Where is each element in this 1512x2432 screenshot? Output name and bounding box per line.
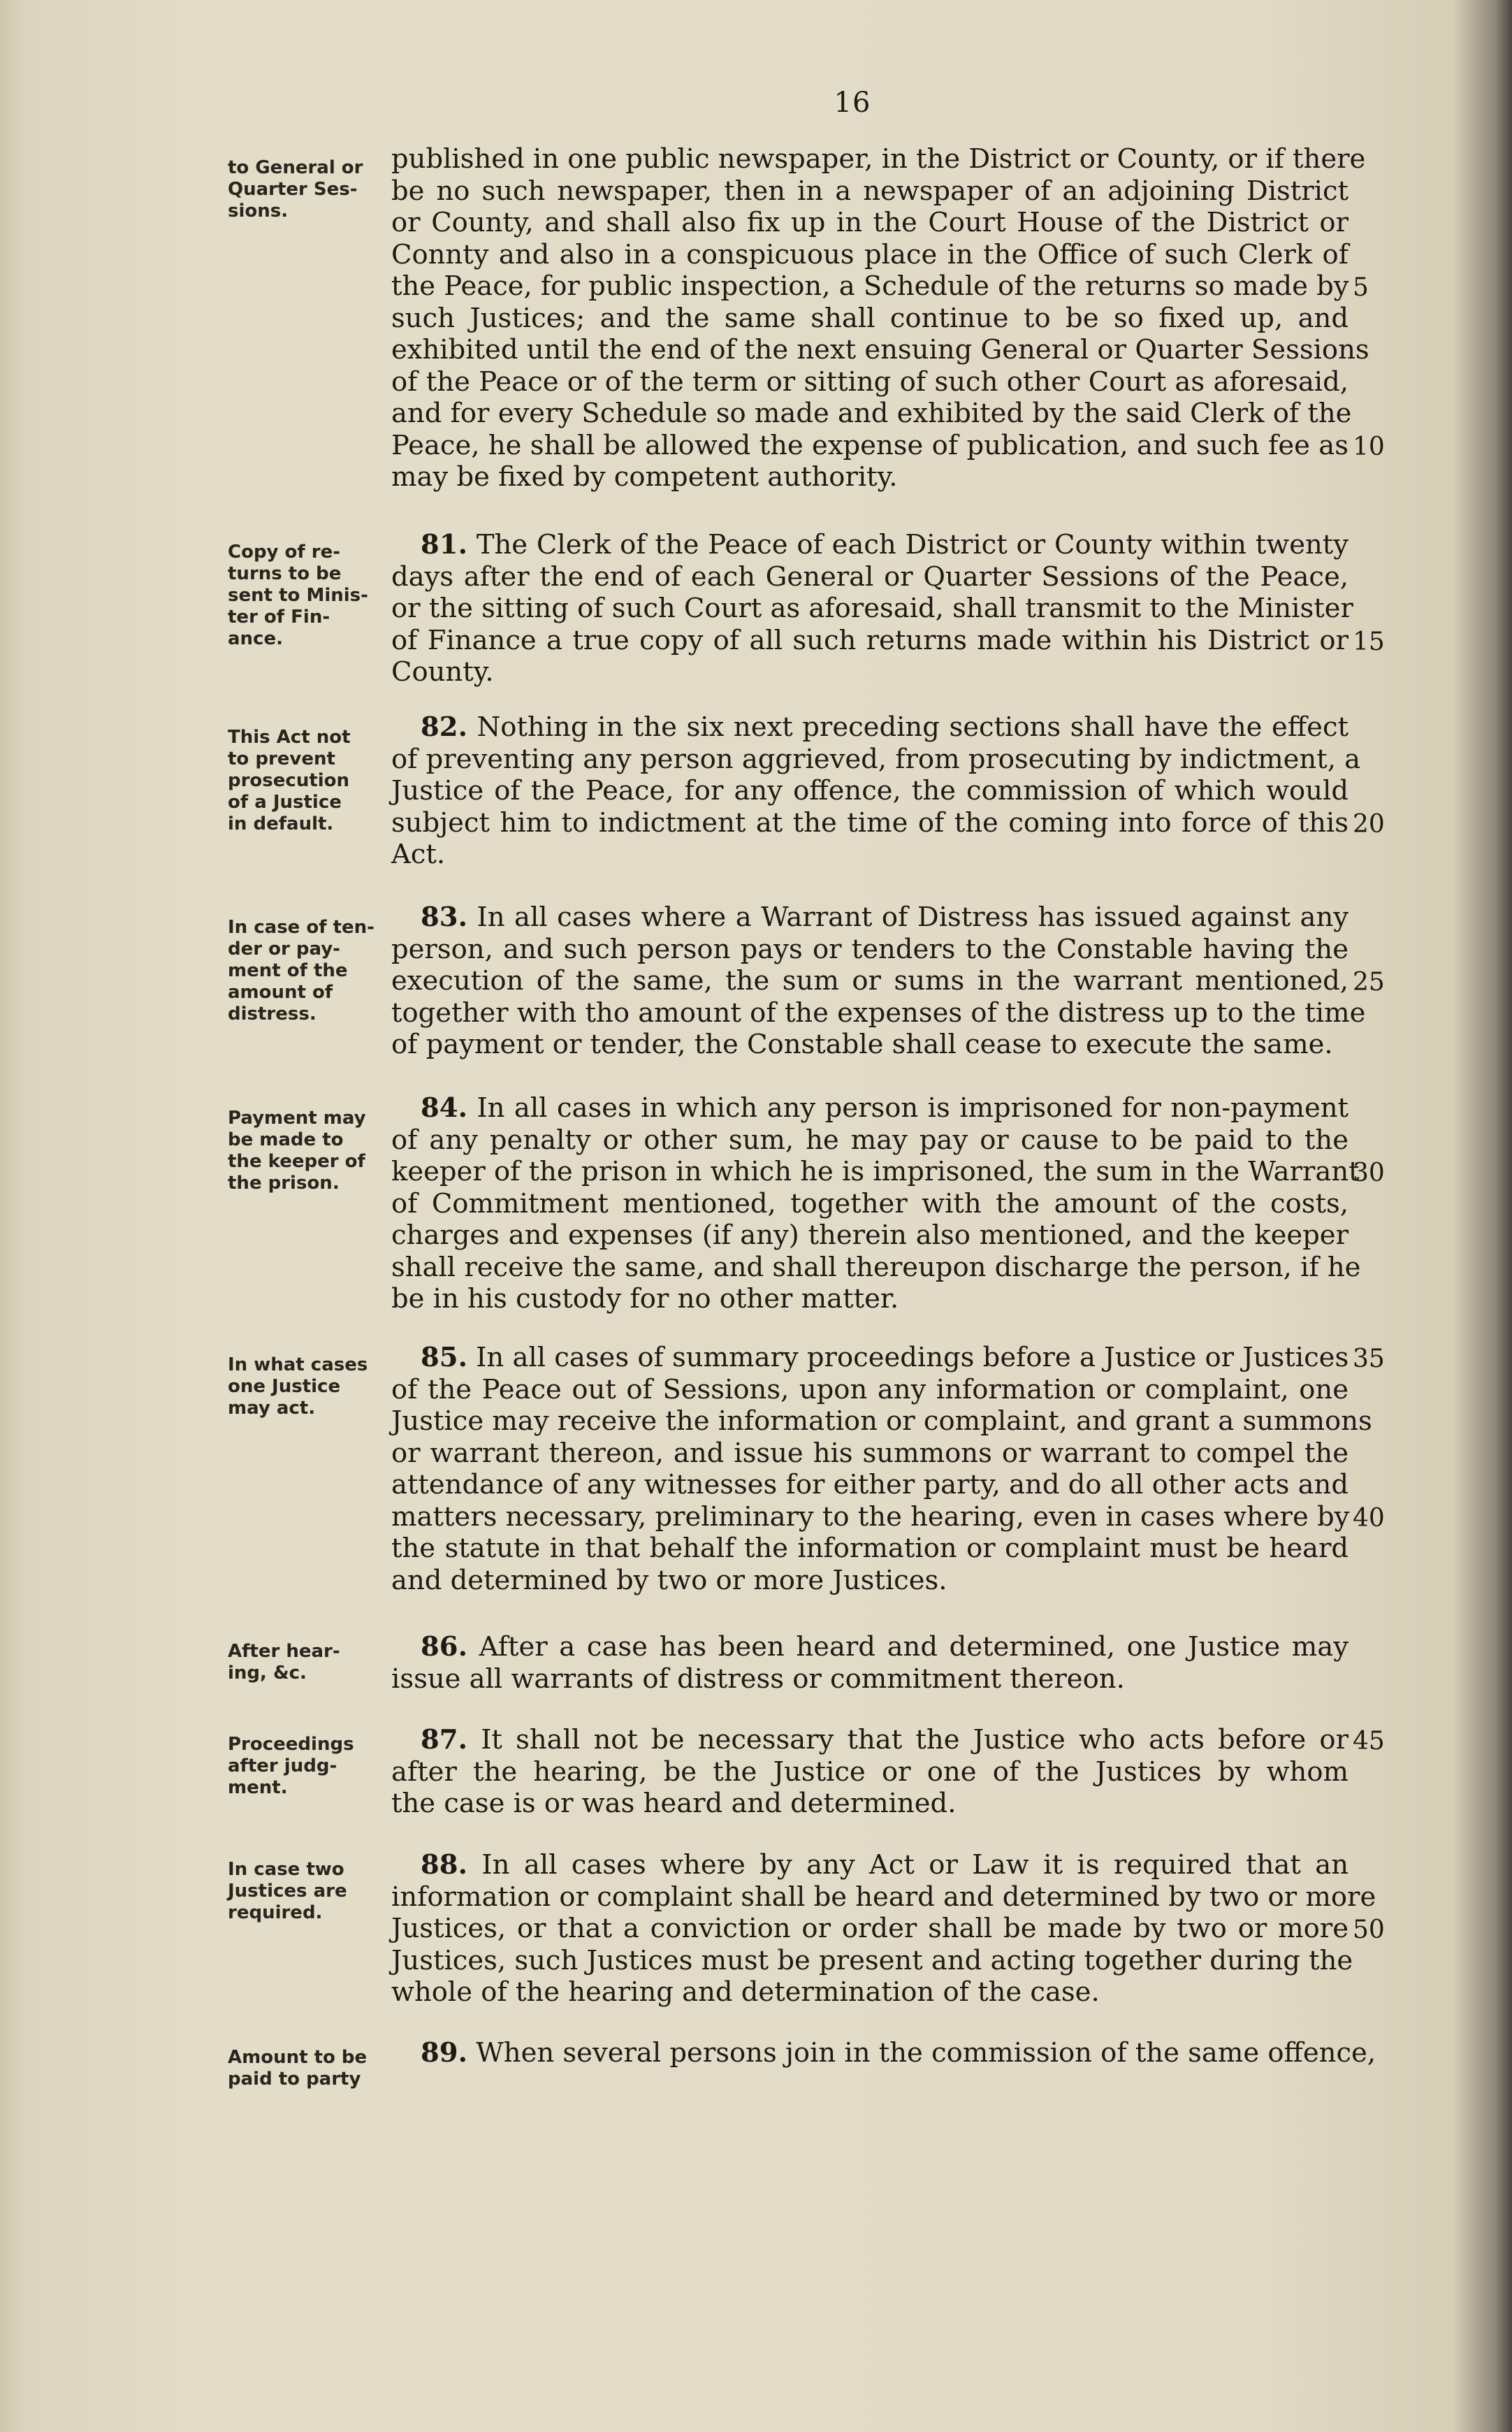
text-line: Justices, or that a conviction or order shall be made by two or more	[391, 1913, 1349, 1944]
text-line: County.	[391, 656, 494, 688]
text-line: or the sitting of such Court as aforesaid, shall transmit to the Minister	[391, 593, 1353, 624]
text-line: the statute in that behalf the information or complaint must be heard	[391, 1533, 1349, 1564]
margin-line-number: 10	[1353, 432, 1385, 461]
text-line: 83. In all cases where a Warrant of Distress has issued against any	[421, 902, 1349, 933]
text-line: exhibited until the end of the next ensuing General or Quarter Sessions	[391, 334, 1369, 365]
section-number: 87.	[421, 1724, 467, 1756]
section-number: 84.	[421, 1092, 467, 1124]
text-line: attendance of any witnesses for either party, and do all other acts and	[391, 1469, 1349, 1500]
margin-line-number: 30	[1353, 1159, 1385, 1187]
margin-note: Payment may be made to the keeper of the prison.	[228, 1108, 366, 1194]
text-line: or County, and shall also fix up in the Court House of the District or	[391, 207, 1349, 238]
text-line: Connty and also in a conspicuous place in the Office of such Clerk of	[391, 238, 1349, 270]
margin-note: Amount to be paid to party	[228, 2047, 368, 2090]
text-line: the Peace, for public inspection, a Schedule of the returns so made by	[391, 270, 1349, 302]
text-line: Justice of the Peace, for any offence, the commission of which would	[391, 775, 1349, 806]
text-line: information or complaint shall be heard and determined by two or more	[391, 1881, 1376, 1913]
margin-line-number: 40	[1353, 1503, 1385, 1533]
text-line: the case is or was heard and determined.	[391, 1788, 957, 1819]
text-line: 87. It shall not be necessary that the Justice who acts before or	[421, 1724, 1349, 1756]
section-body	[391, 1092, 1361, 1315]
text-line: execution of the same, the sum or sums in the warrant mentioned,	[391, 965, 1349, 997]
section-number: 83.	[421, 902, 467, 933]
section-body	[391, 2037, 1376, 2069]
text-line: and for every Schedule so made and exhibited by the said Clerk of the	[391, 398, 1352, 429]
text-line: whole of the hearing and determination of the case.	[391, 1976, 1100, 2008]
text-line: issue all warrants of distress or commitment thereon.	[391, 1663, 1125, 1695]
margin-note: to General or Quarter Ses- sions.	[228, 157, 363, 222]
text-line: of Commitment mentioned, together with the amount of the costs,	[391, 1187, 1349, 1219]
text-line: person, and such person pays or tenders to the Constable having the	[391, 933, 1349, 965]
section-body	[391, 711, 1361, 871]
text-line: of the Peace out of Sessions, upon any information or complaint, one	[391, 1373, 1349, 1405]
margin-line-number: 20	[1353, 809, 1385, 839]
section-body	[391, 902, 1366, 1061]
text-line: of the Peace or of the term or sitting of such other Court as aforesaid,	[391, 365, 1349, 398]
section-number: 81.	[421, 529, 467, 560]
text-line: 81. The Clerk of the Peace of each District or County within twenty	[421, 529, 1349, 560]
text-line: Peace, he shall be allowed the expense of publication, and such fee as	[391, 429, 1349, 461]
text-line: 88. In all cases where by any Act or Law it is required that an	[421, 1849, 1349, 1881]
text-line: be no such newspaper, then in a newspaper of an adjoining District	[391, 175, 1349, 207]
margin-note: Copy of re- turns to be sent to Minis- ter of Fin- ance.	[228, 542, 368, 649]
section-number: 88.	[421, 1849, 467, 1881]
text-line: days after the end of each General or Quarter Sessions of the Peace,	[391, 560, 1349, 593]
margin-note: In case two Justices are required.	[228, 1859, 347, 1923]
margin-note: Proceedings after judg- ment.	[228, 1734, 354, 1798]
section-number: 89.	[421, 2037, 467, 2069]
section-number: 82.	[421, 711, 467, 743]
margin-line-number: 25	[1353, 968, 1385, 997]
margin-note: This Act not to prevent prosecution of a Justice in default.	[228, 727, 351, 834]
text-line: and determined by two or more Justices.	[391, 1564, 947, 1596]
text-line: charges and expenses (if any) therein also mentioned, and the keeper	[391, 1219, 1349, 1251]
section-body	[391, 1724, 1349, 1820]
text-line: such Justices; and the same shall continue to be so fixed up, and	[391, 302, 1349, 334]
text-line: published in one public newspaper, in the District or County, or if there	[391, 143, 1366, 175]
text-line: subject him to indictment at the time of the coming into force of this	[391, 806, 1349, 839]
text-line: together with tho amount of the expenses of the distress up to the time	[391, 997, 1366, 1029]
text-line: matters necessary, preliminary to the hearing, even in cases where by	[391, 1500, 1350, 1533]
text-line: Act.	[391, 839, 446, 870]
page-number: 16	[834, 87, 871, 119]
text-line: 89. When several persons join in the commission of the same offence,	[421, 2037, 1376, 2069]
section-body	[391, 529, 1353, 688]
section-body	[391, 1631, 1349, 1695]
text-line: of preventing any person aggrieved, from prosecuting by indictment, a	[391, 743, 1361, 775]
margin-line-number: 5	[1353, 273, 1369, 302]
text-line: 82. Nothing in the six next preceding sections shall have the effect	[421, 711, 1349, 743]
text-line: shall receive the same, and shall thereupon discharge the person, if he	[391, 1251, 1361, 1283]
text-line: or warrant thereon, and issue his summons or warrant to compel the	[391, 1437, 1349, 1469]
margin-line-number: 35	[1353, 1345, 1385, 1373]
text-line: may be fixed by competent authority.	[391, 461, 898, 493]
section-number: 86.	[421, 1631, 467, 1663]
text-line: Justices, such Justices must be present and acting together during the	[391, 1944, 1353, 1976]
text-line: 84. In all cases in which any person is imprisoned for non-payment	[421, 1092, 1349, 1124]
margin-note: After hear- ing, &c.	[228, 1641, 340, 1684]
text-line: of payment or tender, the Constable shall cease to execute the same.	[391, 1029, 1333, 1060]
text-line: keeper of the prison in which he is imprisoned, the sum in the Warrant	[391, 1156, 1360, 1187]
margin-note: In what cases one Justice may act.	[228, 1354, 368, 1419]
text-line: of any penalty or other sum, he may pay or cause to be paid to the	[391, 1124, 1349, 1156]
margin-note: In case of ten- der or pay- ment of the amount of distress.	[228, 917, 375, 1025]
text-line: Justice may receive the information or complaint, and grant a summons	[391, 1405, 1372, 1437]
text-line: after the hearing, be the Justice or one of the Justices by whom	[391, 1756, 1349, 1788]
section-number: 85.	[421, 1342, 467, 1373]
text-line: 85. In all cases of summary proceedings before a Justice or Justices	[421, 1342, 1349, 1373]
text-line: of Finance a true copy of all such returns made within his District or	[391, 624, 1349, 656]
margin-line-number: 15	[1353, 627, 1385, 656]
margin-line-number: 50	[1353, 1916, 1385, 1944]
text-line: 86. After a case has been heard and determined, one Justice may	[421, 1631, 1349, 1663]
margin-line-number: 45	[1353, 1727, 1385, 1756]
text-line: be in his custody for no other matter.	[391, 1283, 899, 1315]
